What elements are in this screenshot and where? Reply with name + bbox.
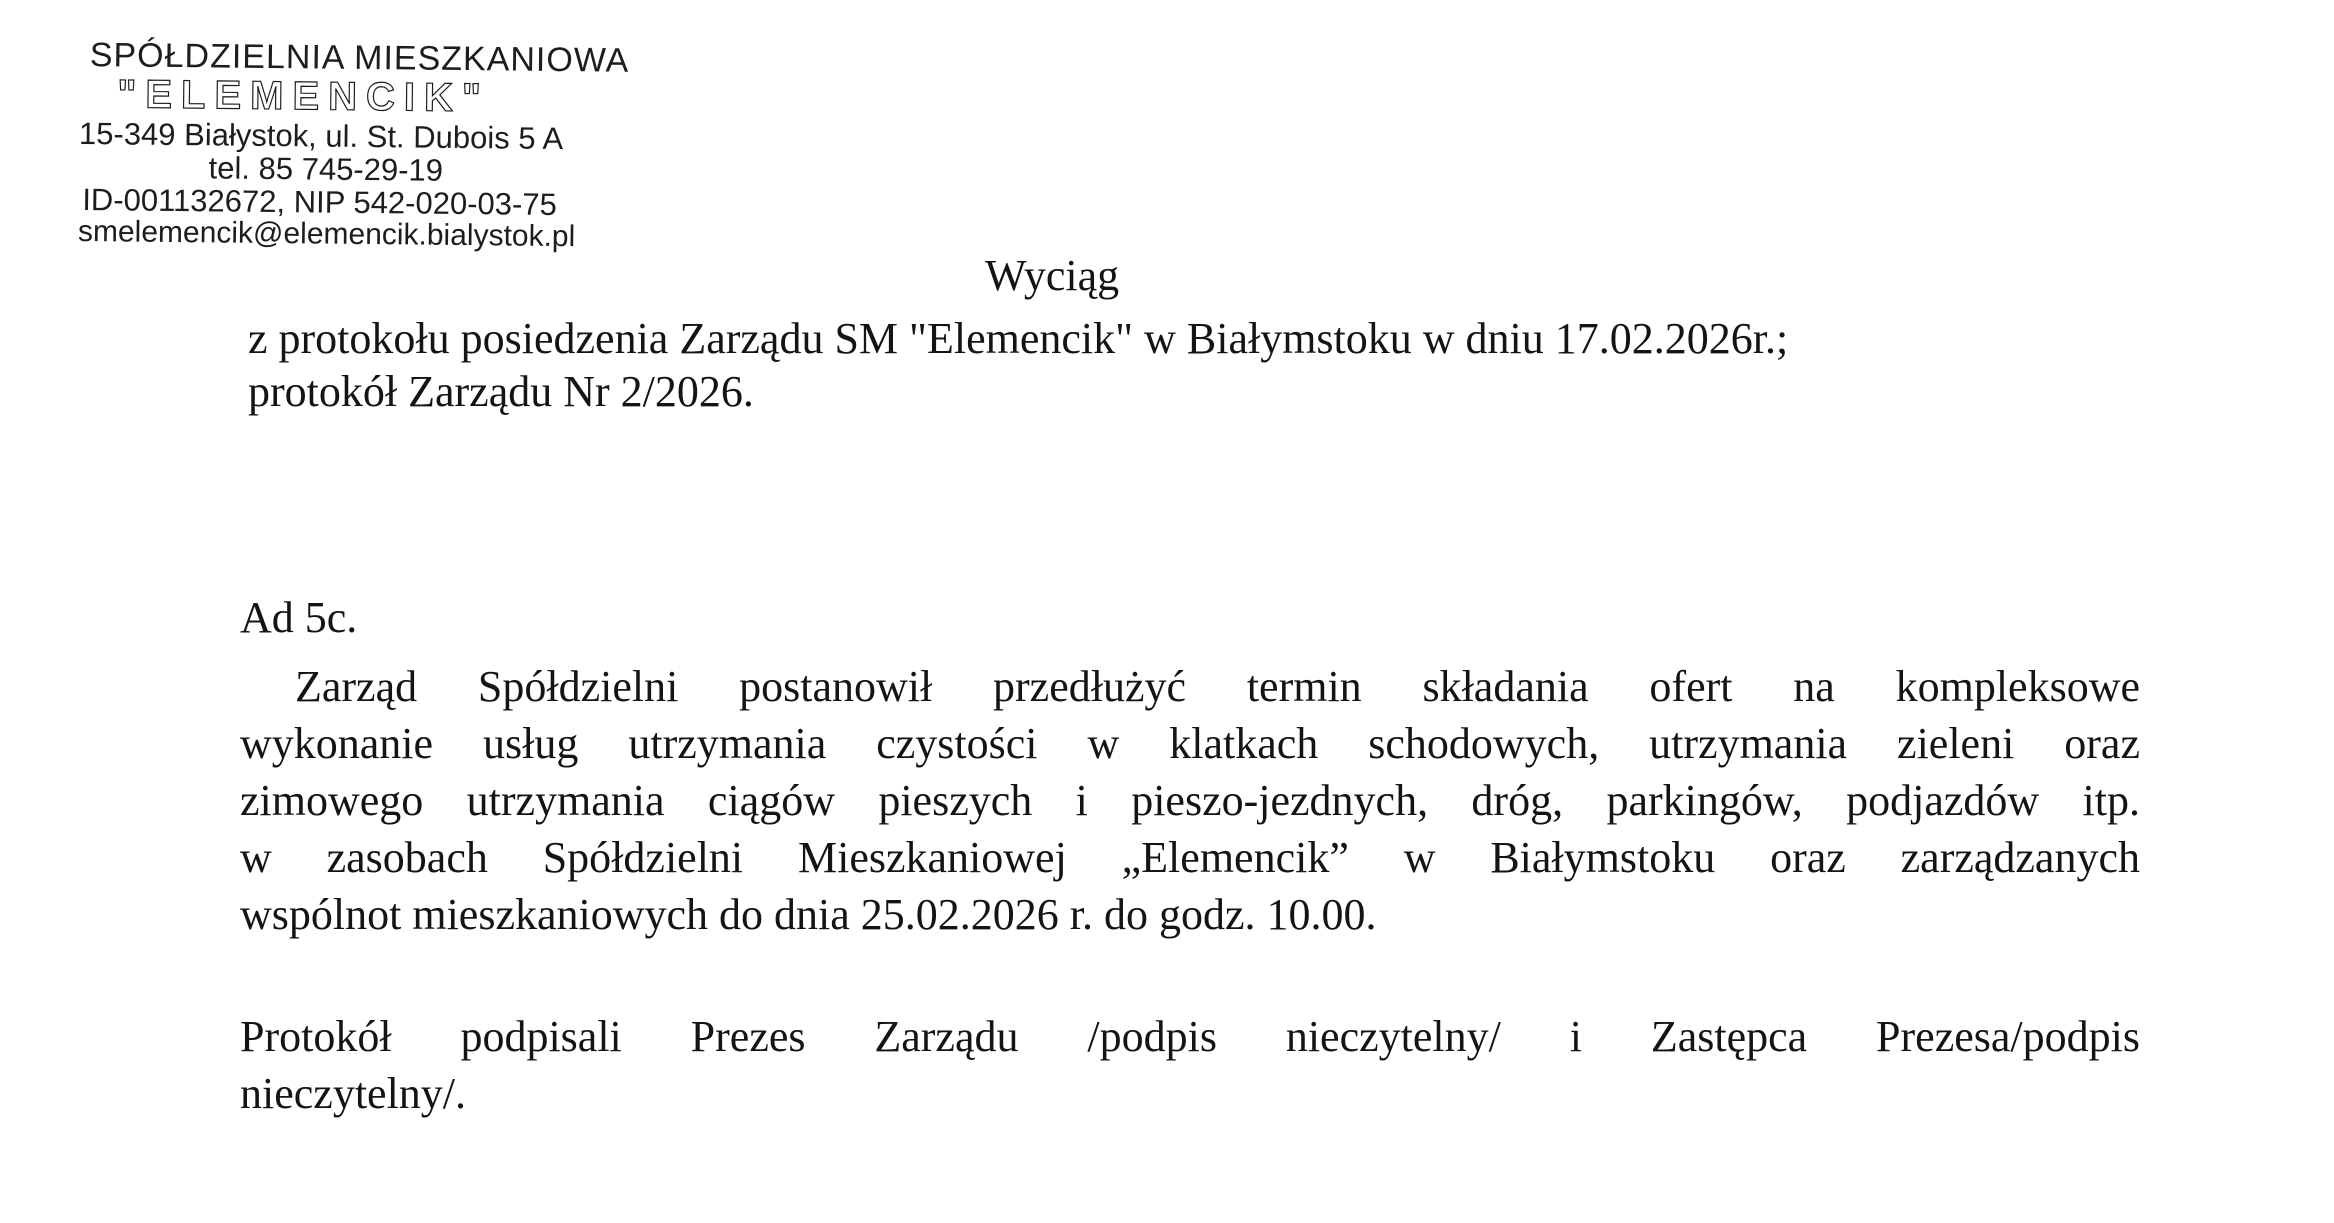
paragraph-line: Zarząd Spółdzielni postanowił przedłużyć termin składania ofert na kompleksowe (295, 662, 2140, 711)
signature-paragraph (240, 1008, 2140, 1122)
stamp-name: "ELEMENCIK" (117, 72, 491, 121)
stamp-address: 15-349 Białystok, ul. St. Dubois 5 A (78, 115, 564, 157)
section-reference: Ad 5c. (240, 593, 358, 642)
paragraph-line: Protokół podpisali Prezes Zarządu /podpis nieczytelny/ i Zastępca Prezesa/podpis (240, 1012, 2140, 1061)
stamp-email: smelemencik@elemencik.bialystok.pl (77, 214, 576, 254)
cooperative-stamp (78, 38, 640, 253)
paragraph-line: zimowego utrzymania ciągów pieszych i pieszo-jezdnych, dróg, parkingów, podjazdów itp. (240, 776, 2140, 825)
document-title: Wyciąg (985, 251, 1120, 300)
paragraph-line: nieczytelny/. (240, 1069, 467, 1118)
stamp-ids: ID-001132672, NIP 542-020-03-75 (82, 182, 557, 223)
resolution-paragraph (240, 658, 2140, 943)
paragraph-line: wykonanie usług utrzymania czystości w klatkach schodowych, utrzymania zieleni oraz (240, 719, 2140, 768)
stamp-phone: tel. 85 745-29-19 (208, 150, 444, 188)
header-line: protokół Zarządu Nr 2/2026. (248, 367, 754, 416)
stamp-organization: SPÓŁDZIELNIA MIESZKANIOWA (89, 36, 630, 80)
paragraph-line: w zasobach Spółdzielni Mieszkaniowej „Elemencik” w Białymstoku oraz zarządzanych (240, 833, 2140, 882)
header-line: z protokołu posiedzenia Zarządu SM "Elemencik" w Białymstoku w dniu 17.02.2026r.; (248, 314, 1789, 363)
paragraph-line: wspólnot mieszkaniowych do dnia 25.02.2026 r. do godz. 10.00. (240, 890, 1377, 939)
